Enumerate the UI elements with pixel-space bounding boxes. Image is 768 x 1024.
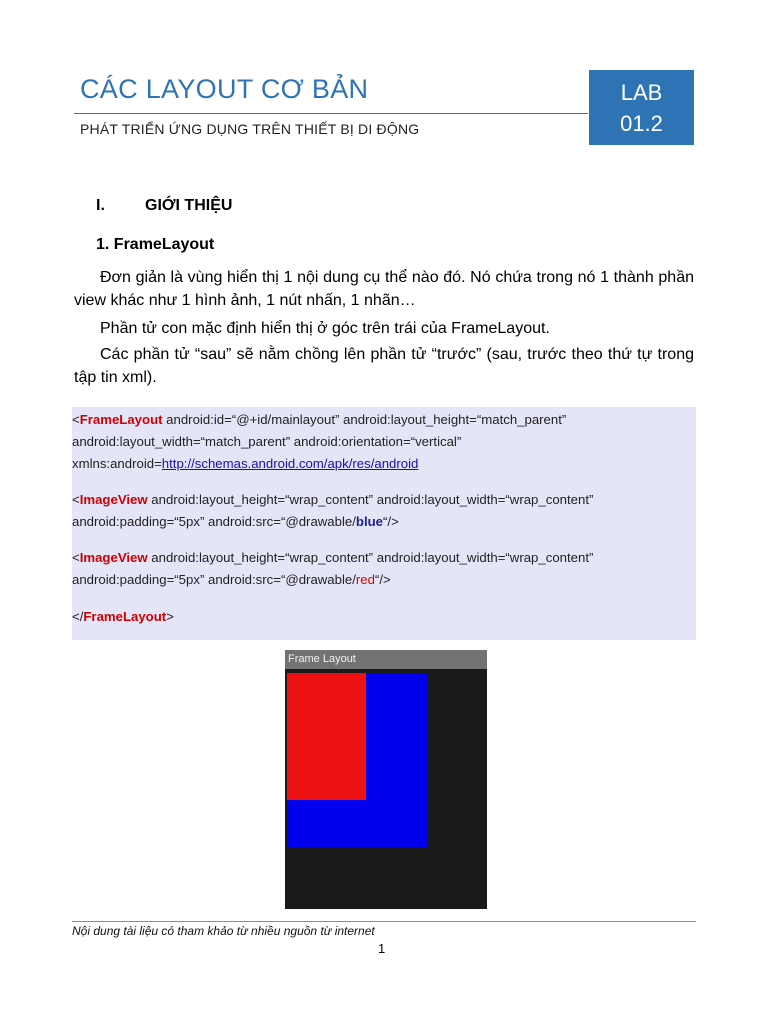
- schema-link[interactable]: http://schemas.android.com/apk/res/android: [161, 456, 419, 471]
- section-number: I.: [96, 197, 105, 214]
- subsection-heading: 1. FrameLayout: [96, 236, 215, 253]
- code-line: <ImageView android:layout_height=“wrap_content” android:layout_width=“wrap_content”: [72, 492, 594, 507]
- lab-badge: [589, 70, 694, 145]
- paragraph-text: Các phần tử “sau” sẽ nằm chồng lên phần tử “trước” (sau, trước theo thứ tự trong tập tin xml).: [74, 346, 694, 386]
- code-tag: ImageView: [79, 550, 148, 565]
- code-line: android:padding=“5px” android:src=“@drawable/red“/>: [72, 572, 391, 587]
- code-tag: FrameLayout: [79, 412, 163, 427]
- document-title: CÁC LAYOUT CƠ BẢN: [80, 74, 369, 104]
- framelayout-screenshot: [285, 650, 487, 909]
- code-line: </FrameLayout>: [72, 609, 174, 624]
- paragraph: [74, 343, 694, 389]
- red-image: [287, 673, 366, 800]
- section-heading: [96, 197, 232, 215]
- lab-badge-label: LAB: [620, 80, 663, 105]
- screenshot-title-bar: Frame Layout: [285, 650, 487, 669]
- lab-badge-number: 01.2: [620, 111, 663, 136]
- paragraph: [74, 266, 694, 312]
- drawable-red: red: [355, 572, 375, 587]
- xml-code-block: [72, 407, 696, 640]
- code-line: <ImageView android:layout_height=“wrap_content” android:layout_width=“wrap_content”: [72, 550, 594, 565]
- footer-divider: [72, 921, 696, 922]
- paragraph-text: Đơn giản là vùng hiển thị 1 nội dung cụ thể nào đó. Nó chứa trong nó 1 thành phần view khác như 1 hình ảnh, 1 nút nhấn, 1 nhãn…: [74, 269, 694, 309]
- header-divider: [74, 113, 588, 114]
- code-line: xmlns:android=http://schemas.android.com/apk/res/android: [72, 456, 419, 471]
- section-title: GIỚI THIỆU: [145, 197, 233, 214]
- code-tag: FrameLayout: [83, 609, 167, 624]
- code-line: android:layout_width=“match_parent” android:orientation=“vertical”: [72, 434, 462, 449]
- document-subtitle: PHÁT TRIỂN ỨNG DỤNG TRÊN THIẾT BỊ DI ĐỘNG: [80, 121, 420, 137]
- code-line: android:padding=“5px” android:src=“@drawable/blue“/>: [72, 514, 399, 529]
- code-tag: ImageView: [79, 492, 148, 507]
- drawable-blue: blue: [355, 514, 384, 529]
- paragraph: [74, 317, 694, 340]
- paragraph-text: Phần tử con mặc định hiển thị ở góc trên trái của FrameLayout.: [100, 320, 550, 337]
- page-number: 1: [378, 941, 386, 956]
- code-line: <FrameLayout android:id=“@+id/mainlayout” android:layout_height=“match_parent”: [72, 412, 567, 427]
- footer-note: Nội dung tài liệu có tham khảo từ nhiều nguồn từ internet: [72, 924, 375, 938]
